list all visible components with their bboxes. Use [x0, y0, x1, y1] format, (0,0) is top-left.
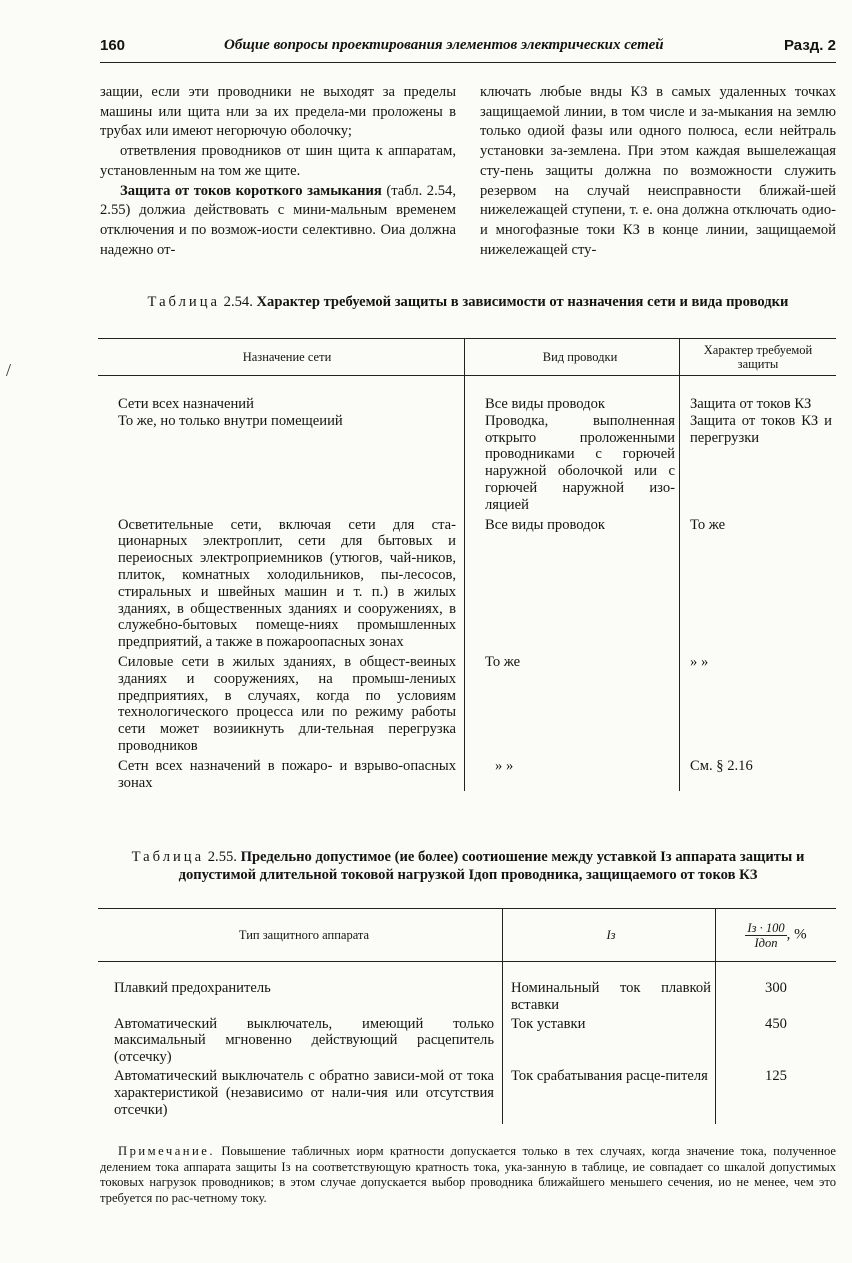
table-cell: Все виды проводок — [485, 396, 605, 412]
paragraph: ответвления проводников от шин щита к аппаратам, установленным на том же щите. — [100, 143, 456, 179]
table-cell: Автоматический выключатель, имеющий только максимальный мгновенно действующий расцепитель (отсечку) — [114, 1015, 494, 1066]
table-cell: 125 — [765, 1067, 787, 1084]
table-cell: » » — [495, 757, 514, 774]
table-row — [98, 514, 836, 651]
table-cell: Все виды проводок — [485, 516, 605, 533]
caption-label: Таблица — [147, 294, 221, 310]
table-cell: То же, но только внутри помещеиий — [118, 412, 343, 429]
table-cell: Силовые сети в жилых зданиях, в общест-веиных зданиях и сооружениях, на промыш-лениых предприятиях, в случаях, когда по условиям технологического процесса или по режиму работы сети может возиикнуть дли-тельная перегрузка проводников — [118, 653, 456, 754]
column-header-ratio — [716, 909, 837, 962]
column-header: Iз — [503, 909, 716, 962]
note-paragraph — [100, 1144, 836, 1206]
caption-title: Предельно допустимое (ие более) соотиошение между уставкой Iз аппарата защиты и допустимой длительной токовой нагрузкой Iдоп проводника, защищаемого от токов КЗ — [178, 849, 805, 883]
caption-number: 2.54. — [223, 294, 253, 310]
table-cell: 300 — [765, 980, 787, 996]
column-header: Характер требуемой защиты — [680, 339, 837, 376]
column-header: Тип защитного аппарата — [98, 909, 503, 962]
table-cell: Ток уставки — [511, 1015, 586, 1032]
table-cell: То же — [485, 653, 521, 670]
ratio-table — [98, 908, 836, 1124]
table-cell: Защита от токов КЗ и перегрузки — [690, 412, 832, 446]
header-rule — [100, 62, 836, 63]
running-header — [100, 37, 836, 59]
fraction-denominator: Iдоп — [754, 935, 778, 950]
page-number: 160 — [100, 37, 126, 54]
margin-mark: / — [6, 360, 12, 380]
table-caption — [100, 848, 836, 884]
paragraph-text: (табл. 2.54, 2.55) должиа действовать с мини-мальным временем отключения и по возмож-иости селективно. Оиа должна надежно от- — [100, 182, 456, 258]
paragraph: ключать любые внды КЗ в самых удаленных точках защищаемой линии, в том числе и за-мыкания на землю только одиой фазы или одного полюса, если нейтраль установки за-землена. При этом каждая вышележащая сту-пень защиты должна по возможности служить резервом на случай неисправности ближай-шей нижележащей ступени, т. е. она должна отключать одио- и многофазные токи КЗ в конце линии, защищаемой нижележащей сту- — [480, 84, 836, 258]
note-text: Повышение табличных иорм кратности допускается только в тех случаях, когда значение тока, полученное делением тока аппарата защиты Iз на соответствующую кратность тока, ука-занную в таблице, ие совпадает со шкалой допустимых токовых нагрузок проводников; в этом случае допускается выбор проводника ближайшего меньшего сечения, ио не менее, чем это требуется по рас-четному току. — [100, 1144, 836, 1205]
table-cell: Защита от токов КЗ — [690, 396, 812, 412]
table-row — [98, 962, 836, 1014]
text-column-right — [480, 83, 836, 260]
table-cell: Проводка, выполненная открыто проложенными проводниками с горючей наружной оболочкой или с горючей наружной изо-ляцией — [485, 412, 675, 513]
table-note — [100, 1144, 836, 1206]
table-cell: Автоматический выключатель с обратно зависи-мой от тока характеристикой (независимо от нали-чия или отсутствия отсечки) — [114, 1067, 494, 1118]
column-header: Назначение сети — [98, 339, 465, 376]
note-label: Примечание. — [118, 1144, 216, 1158]
column-header: Вид проводки — [465, 339, 680, 376]
protection-table — [98, 338, 836, 791]
table-cell: Осветительные сети, включая сети для ста-ционарных электроплит, сети для бытовых и переиосных электроприемников (утюгов, чай-ников, плиток, комнатных холодильников, пы-лесосов, стиральных и швейных машин и т. п.) в жилых зданиях, в общественных зданиях и сооружениях, в служебно-бытовых помеще-ниях промышленных предприятий, а также в пожароопасных зонах — [118, 516, 456, 651]
fraction-numerator: Iз · 100 — [747, 920, 785, 935]
table-cell: Сетн всех назначений в пожаро- и взрыво-опасных зонах — [118, 757, 456, 791]
running-title: Общие вопросы проектирования элементов электрических сетей — [224, 37, 664, 53]
table-cell: Номинальный ток плавкой вставки — [511, 980, 711, 1013]
paragraph — [100, 182, 456, 261]
table-row — [98, 413, 836, 514]
caption-number: 2.55. — [207, 849, 237, 865]
caption-title: Характер требуемой защиты в зависимости от назначения сети и вида проводки — [256, 294, 789, 310]
ratio-fraction — [745, 921, 786, 950]
caption-label: Таблица — [131, 849, 205, 865]
section-label: Разд. 2 — [784, 37, 836, 54]
table-cell: Сети всех назначений — [118, 396, 254, 412]
text-column-left — [100, 83, 456, 260]
table-caption — [100, 293, 836, 311]
table-row — [98, 755, 836, 792]
table-cell: Ток срабатывания расце-пителя — [511, 1067, 708, 1084]
unit-label: , % — [786, 925, 807, 942]
paragraph: защии, если эти проводники не выходят за пределы машины или щита нли за их предела-ми проложены в трубах или имеют негорючую оболочку; — [100, 84, 456, 140]
table-cell: То же — [690, 516, 726, 533]
table-cell: » » — [690, 653, 709, 670]
table-cell: См. § 2.16 — [690, 757, 753, 774]
table-row — [98, 1066, 836, 1124]
table-cell: 450 — [765, 1015, 787, 1032]
table-row — [98, 376, 836, 413]
table-cell: Плавкий предохранитель — [114, 980, 271, 996]
table-row — [98, 1014, 836, 1066]
bold-term: Защита от токов короткого замыкания — [120, 182, 382, 199]
table-row — [98, 651, 836, 755]
